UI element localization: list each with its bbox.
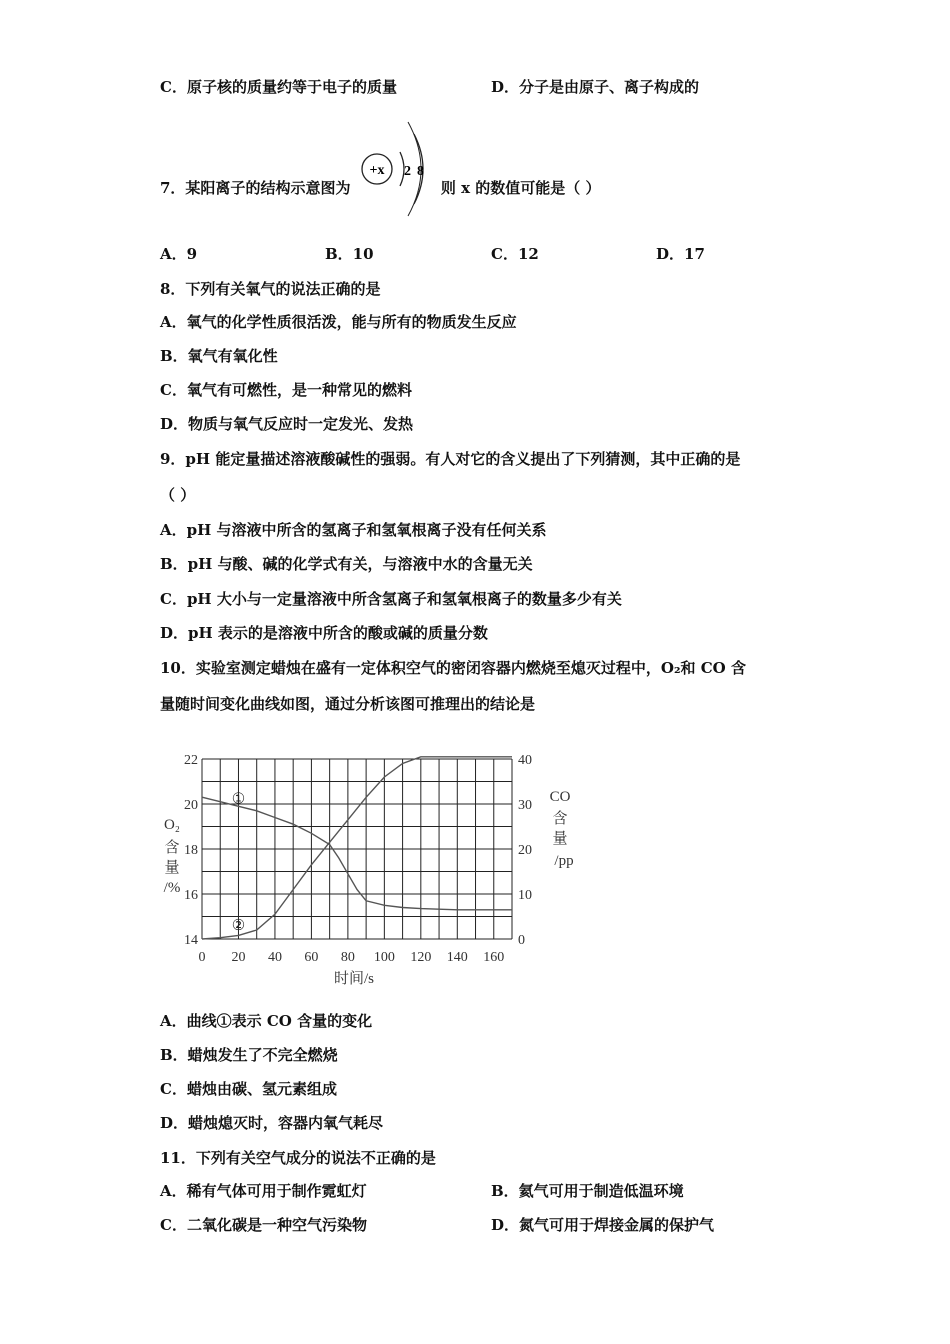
shell2-electrons: 8 — [416, 164, 424, 179]
q11-option-b: B．氦气可用于制造低温环境 — [491, 1182, 684, 1200]
q8-option-d: D．物质与氧气反应时一定发光、发热 — [160, 415, 414, 433]
curve-2-label: ② — [231, 918, 246, 934]
q9-option-a: A．pH 与溶液中所含的氢离子和氢氧根离子没有任何关系 — [160, 521, 547, 539]
q8-option-a: A．氧气的化学性质很活泼，能与所有的物质发生反应 — [160, 313, 517, 331]
q11-option-d: D．氮气可用于焊接金属的保护气 — [491, 1216, 715, 1234]
chart-curves — [202, 757, 512, 939]
x-tick-label: 20 — [231, 950, 246, 965]
y-left-label-1: 含 — [164, 840, 180, 856]
q9-option-b: B．pH 与酸、碱的化学式有关，与溶液中水的含量无关 — [160, 555, 533, 573]
y-right-tick-label: 40 — [518, 753, 532, 768]
q9-stem-line2: （ ） — [160, 486, 196, 504]
q7-stem — [160, 118, 601, 218]
q11-option-a: A．稀有气体可用于制作霓虹灯 — [160, 1182, 367, 1200]
y-left-tick-label: 16 — [184, 888, 198, 903]
y-right-tick-label: 0 — [518, 933, 525, 948]
y-right-label-2: 量 — [552, 831, 568, 847]
x-tick-label: 140 — [446, 950, 468, 965]
q10-stem-line2: 量随时间变化曲线如图，通过分析该图可推理出的结论是 — [160, 695, 536, 713]
x-tick-label: 120 — [410, 950, 432, 965]
y-right-tick-label: 20 — [518, 843, 532, 858]
x-tick-label: 100 — [373, 950, 395, 965]
ion-structure-diagram — [356, 118, 436, 218]
q6-option-d: D．分子是由原子、离子构成的 — [491, 78, 700, 96]
y-left-tick-label: 22 — [184, 753, 198, 768]
q8-stem: 8．下列有关氧气的说法正确的是 — [160, 280, 381, 298]
q7-option-a: A．9 — [160, 245, 198, 263]
curve-1-label: ① — [231, 791, 246, 808]
o2-co-chart — [150, 735, 590, 995]
q7-option-d: D．17 — [656, 245, 705, 263]
q10-option-a: A．曲线①表示 CO 含量的变化 — [160, 1012, 373, 1030]
y-left-label-0: O₂ — [163, 817, 181, 833]
q11-option-c: C．二氧化碳是一种空气污染物 — [160, 1216, 367, 1234]
q6-option-c: C．原子核的质量约等于电子的质量 — [160, 78, 397, 96]
q9-stem-line1: 9．pH 能定量描述溶液酸碱性的强弱。有人对它的含义提出了下列猜测，其中正确的是 — [160, 450, 741, 468]
x-axis-label: 时间/s — [333, 971, 375, 987]
q11-stem: 11．下列有关空气成分的说法不正确的是 — [160, 1149, 436, 1167]
y-right-label-0: CO — [549, 789, 571, 805]
curve-2 — [202, 757, 512, 939]
q7-option-c: C．12 — [491, 245, 539, 263]
q10-option-d: D．蜡烛熄灭时，容器内氧气耗尽 — [160, 1114, 384, 1132]
y-left-label-2: 量 — [164, 860, 180, 876]
y-left-tick-label: 18 — [184, 843, 198, 858]
y-right-tick-label: 30 — [518, 798, 532, 813]
q9-option-c: C．pH 大小与一定量溶液中所含氢离子和氢氧根离子的数量多少有关 — [160, 590, 622, 608]
y-left-tick-label: 14 — [184, 933, 198, 948]
shell1-electrons: 2 — [403, 164, 411, 179]
x-tick-label: 40 — [267, 950, 282, 965]
y-right-label-1: 含 — [552, 811, 568, 827]
y-right-tick-label: 10 — [518, 888, 532, 903]
nucleus-charge: +x — [369, 163, 385, 178]
q8-option-b: B．氧气有氧化性 — [160, 347, 278, 365]
y-right-label-3: /pp — [554, 853, 574, 869]
curve-1 — [202, 797, 512, 910]
q7-stem-before: 7．某阳离子的结构示意图为 — [160, 179, 351, 197]
q9-option-d: D．pH 表示的是溶液中所含的酸或碱的质量分数 — [160, 624, 488, 642]
q7-stem-after: 则 x 的数值可能是（ ） — [440, 179, 601, 197]
y-left-label-3: /% — [163, 880, 181, 896]
q7-option-b: B．10 — [325, 245, 374, 263]
x-tick-label: 80 — [340, 950, 355, 965]
chart-grid — [202, 759, 512, 939]
q10-stem-line1: 10．实验室测定蜡烛在盛有一定体积空气的密闭容器内燃烧至熄灭过程中，O₂和 CO 含 — [160, 659, 746, 677]
x-tick-label: 60 — [304, 950, 319, 965]
y-left-tick-label: 20 — [184, 798, 198, 813]
q10-option-c: C．蜡烛由碳、氢元素组成 — [160, 1080, 337, 1098]
q8-option-c: C．氧气有可燃性，是一种常见的燃料 — [160, 381, 412, 399]
x-tick-label: 160 — [483, 950, 505, 965]
q10-option-b: B．蜡烛发生了不完全燃烧 — [160, 1046, 338, 1064]
x-tick-label: 0 — [198, 950, 206, 965]
